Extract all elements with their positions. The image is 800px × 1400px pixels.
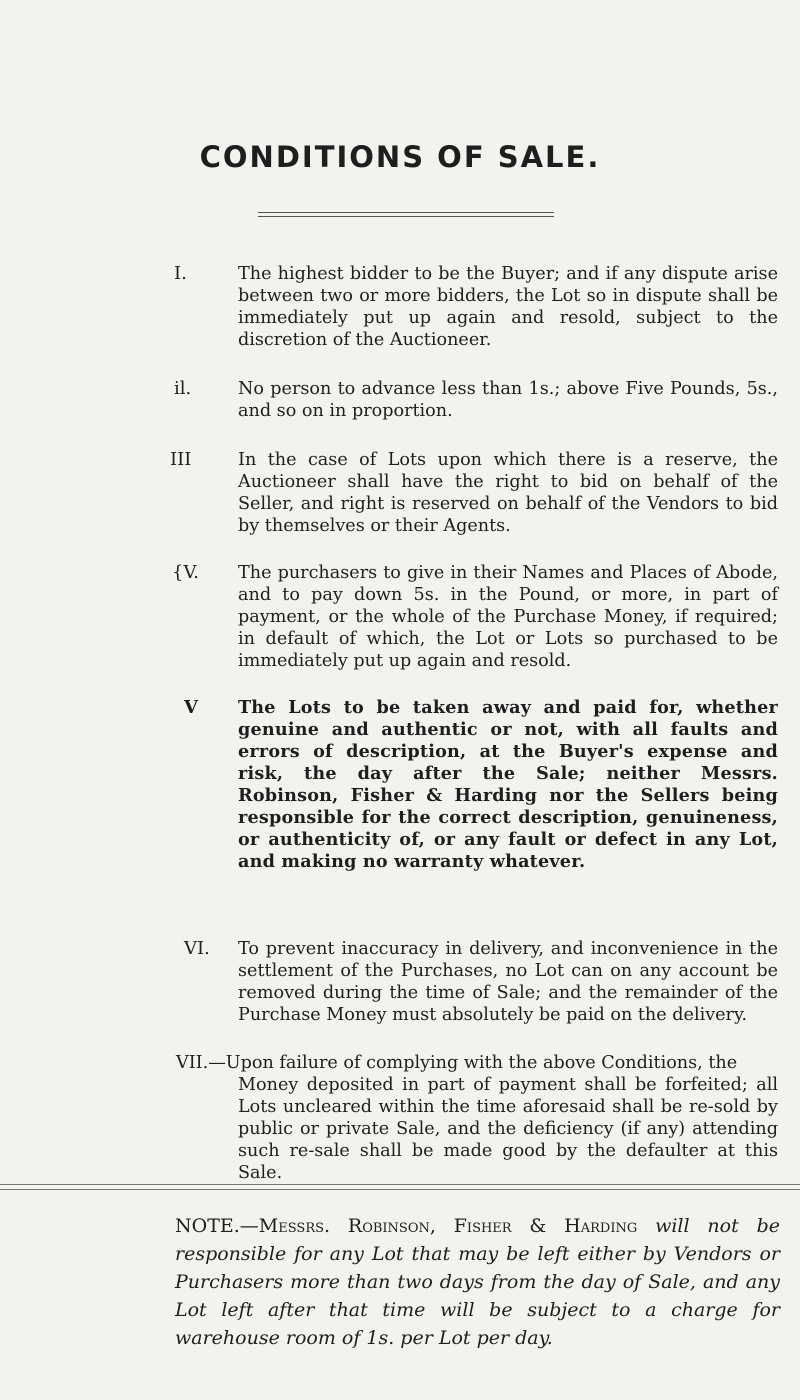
note-firm: Messrs. Robinson, Fisher & Harding — [258, 1215, 638, 1237]
condition-3-text: In the case of Lots upon which there is a reserve, the Auctioneer shall have the right to bid on behalf of the Seller, and right is reserved on behalf of the Vendors to bid by themselves or their Agents. — [238, 450, 778, 536]
condition-7-lead: —Upon failure of complying with the above Conditions, the — [208, 1053, 738, 1073]
condition-5-number: V — [184, 697, 198, 718]
condition-2-number: il. — [174, 378, 192, 399]
condition-2-text: No person to advance less than 1s.; above Five Pounds, 5s., and so on in proportion. — [238, 379, 778, 421]
note-label: NOTE.— — [175, 1215, 259, 1237]
condition-7-first-line — [176, 1052, 780, 1074]
condition-5-text: The Lots to be taken away and paid for, whether genuine and authentic or not, with all faults and errors of description, at the Buyer's expense and risk, the day after the Sale; neither Messrs. Robinson, Fisher & Harding nor the Sellers being responsible for the correct description, genuineness, or authenticity of, or any fault or defect in any Lot, and making no warranty whatever. — [238, 697, 778, 872]
condition-1-text: The highest bidder to be the Buyer; and if any dispute arise between two or more bidders, the Lot so in dispute shall be immediately put up again and resold, subject to the discretion of the Auctioneer. — [238, 264, 778, 350]
note-text: will not be responsible for any Lot that may be left either by Vendors or Purchasers more than two days from the day of Sale, and any Lot left after that time will be subject to a charge for warehouse room of 1s. per Lot per day. — [175, 1215, 780, 1349]
condition-7-text: Money deposited in part of payment shall be forfeited; all Lots uncleared within the time aforesaid shall be re-sold by public or private Sale, and the deficiency (if any) attending such re-sale shall be made good by the defaulter at this Sale. — [238, 1075, 778, 1183]
page-title: CONDITIONS OF SALE. — [199, 140, 601, 174]
section-separator — [0, 1184, 800, 1190]
condition-4-number: {V. — [172, 562, 200, 583]
condition-6-text: To prevent inaccuracy in delivery, and inconvenience in the settlement of the Purchases, no Lot can on any account be removed during the time of Sale; and the remainder of the Purchase Money must absolutely be paid on the delivery. — [238, 939, 778, 1025]
condition-7-number: VII. — [176, 1053, 209, 1073]
condition-4-text: The purchasers to give in their Names and Places of Abode, and to pay down 5s. in the Pound, or more, in part of payment, or the whole of the Purchase Money, if required; in default of which, the Lot or Lots so purchased to be immediately put up again and resold. — [238, 563, 778, 671]
note-paragraph — [175, 1212, 780, 1352]
condition-3-number: III — [170, 449, 192, 470]
condition-1-number: I. — [174, 263, 187, 284]
title-underline — [258, 212, 554, 217]
condition-6-number: VI. — [184, 938, 210, 959]
